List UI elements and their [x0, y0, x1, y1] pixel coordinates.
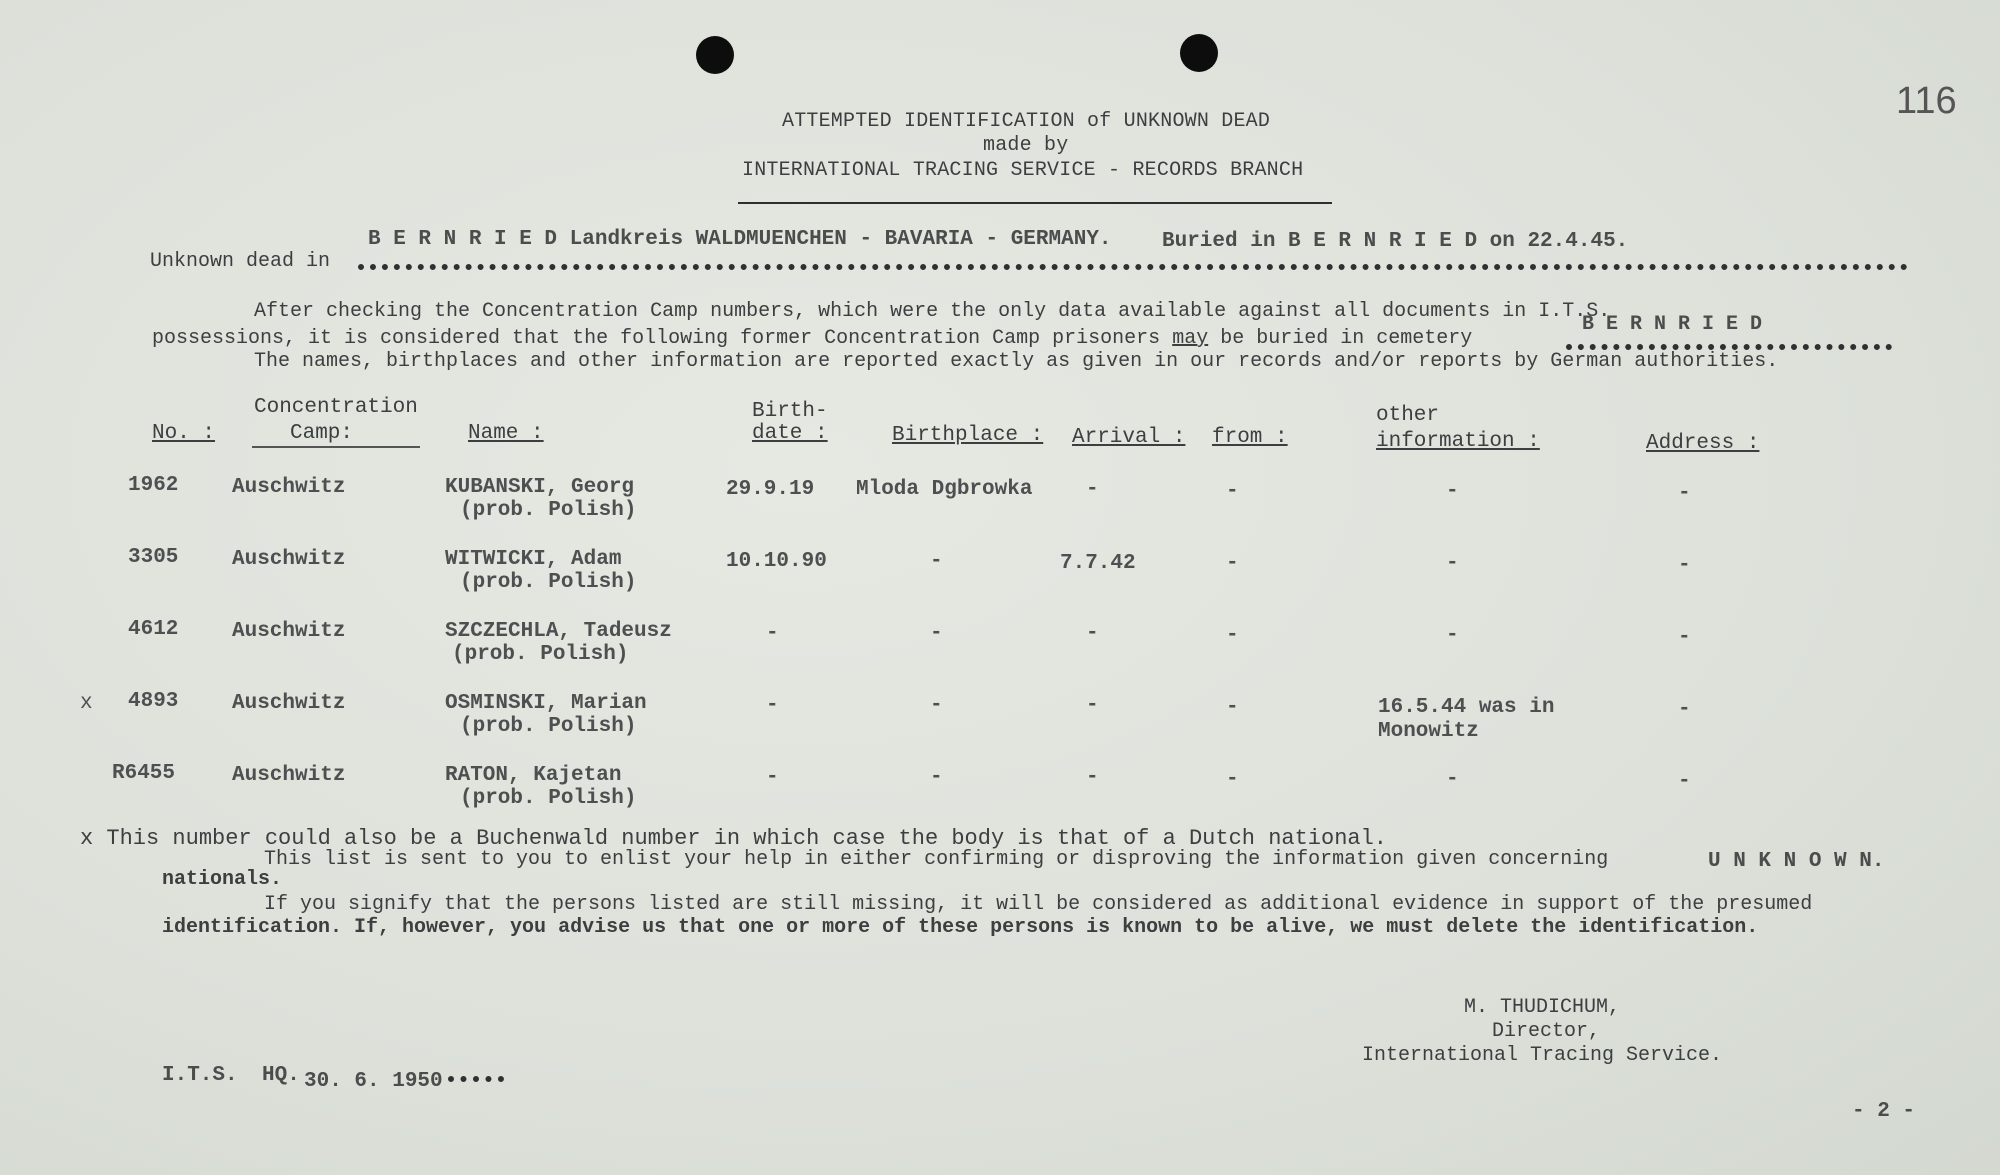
- table-row-4-name: OSMINSKI, Marian: [445, 692, 647, 715]
- intro-line-3: The names, birthplaces and other information are reported exactly as given in our records and/or reports by German authorities.: [254, 350, 1779, 373]
- col-header-name: Name :: [468, 422, 544, 445]
- table-row-1-birthplace: Mloda Dgbrowka: [856, 478, 1033, 501]
- table-row-5-birthplace: -: [930, 766, 943, 789]
- table-row-1-arrival: -: [1086, 478, 1099, 501]
- footer-date-leader: [448, 1076, 504, 1082]
- intro-line-2: [152, 327, 1472, 350]
- intro-line-2-prefix: possessions, it is considered that the following former Concentration Camp prisoners: [152, 327, 1161, 350]
- table-row-5-name: RATON, Kajetan: [445, 764, 622, 787]
- table-row-4-mark: x: [80, 692, 93, 715]
- punch-hole-right: [1180, 34, 1218, 72]
- table-row-3-camp: Auschwitz: [232, 620, 346, 643]
- table-row-1-name: KUBANSKI, Georg: [445, 476, 635, 499]
- header-made-by: made by: [983, 134, 1069, 157]
- unknown-dead-buried: Buried in B E R N R I E D on 22.4.45.: [1162, 230, 1629, 253]
- table-row-5-birthdate: -: [766, 766, 779, 789]
- col-header-camp: Camp:: [290, 422, 354, 445]
- col-header-birthdate: date :: [752, 422, 828, 445]
- table-row-4-no: 4893: [128, 690, 179, 713]
- intro-line-2-suffix: be buried in cemetery: [1220, 327, 1473, 350]
- table-row-5-other: -: [1446, 768, 1459, 791]
- table-row-3-no: 4612: [128, 618, 179, 641]
- header-organization: INTERNATIONAL TRACING SERVICE - RECORDS BRANCH: [742, 159, 1304, 182]
- table-row-4-address: -: [1678, 698, 1691, 721]
- table-row-4-other: 16.5.44 was in: [1378, 696, 1555, 719]
- unknown-dead-leader: [358, 264, 1908, 270]
- signature-organization: International Tracing Service.: [1362, 1044, 1723, 1067]
- closing-unknown: U N K N O W N.: [1708, 850, 1885, 873]
- footer-date: 30. 6. 1950: [304, 1070, 443, 1093]
- table-row-2-arrival: 7.7.42: [1060, 552, 1136, 575]
- table-row-5-no: R6455: [112, 762, 176, 785]
- signature-name: M. THUDICHUM,: [1464, 996, 1621, 1019]
- col-header-no: No. :: [152, 422, 216, 445]
- header-rule: [738, 202, 1332, 204]
- table-row-3-birthdate: -: [766, 622, 779, 645]
- table-row-1-address: -: [1678, 482, 1691, 505]
- table-row-5-nationality: (prob. Polish): [460, 787, 637, 810]
- table-row-2-other: -: [1446, 552, 1459, 575]
- table-row-4-birthdate: -: [766, 694, 779, 717]
- table-row-1-from: -: [1226, 480, 1239, 503]
- closing-p2-line-2: identification. If, however, you advise us that one or more of these persons is known to be alive, we must delete the identification.: [162, 916, 1759, 939]
- table-row-2-birthdate: 10.10.90: [726, 550, 827, 573]
- col-header-arrival: Arrival :: [1072, 426, 1186, 449]
- table-row-4-nationality: (prob. Polish): [460, 715, 637, 738]
- table-row-2-from: -: [1226, 552, 1239, 575]
- table-row-1-camp: Auschwitz: [232, 476, 346, 499]
- punch-hole-left: [696, 36, 734, 74]
- col-header-camp-top: Concentration: [254, 396, 418, 419]
- table-row-5-camp: Auschwitz: [232, 764, 346, 787]
- table-row-3-address: -: [1678, 626, 1691, 649]
- table-row-3-name: SZCZECHLA, Tadeusz: [445, 620, 672, 643]
- intro-line-1: After checking the Concentration Camp numbers, which were the only data available against all documents in I.T.S.: [254, 300, 1611, 323]
- table-row-5-from: -: [1226, 768, 1239, 791]
- table-row-1-other: -: [1446, 480, 1459, 503]
- closing-p2-line-1: If you signify that the persons listed are still missing, it will be considered as additional evidence in support of the presumed: [264, 893, 1813, 916]
- table-row-4-other-line-2: Monowitz: [1378, 720, 1479, 743]
- col-header-birth-top: Birth-: [752, 400, 828, 423]
- col-header-address: Address :: [1646, 432, 1760, 455]
- table-row-4-birthplace: -: [930, 694, 943, 717]
- table-row-1-nationality: (prob. Polish): [460, 499, 637, 522]
- unknown-dead-label: Unknown dead in: [150, 250, 331, 273]
- table-row-4-arrival: -: [1086, 694, 1099, 717]
- col-header-from: from :: [1212, 426, 1288, 449]
- table-row-2-nationality: (prob. Polish): [460, 571, 637, 594]
- cemetery-stamp: B E R N R I E D: [1582, 313, 1763, 336]
- table-row-4-camp: Auschwitz: [232, 692, 346, 715]
- closing-p1-line-2: nationals.: [162, 868, 283, 891]
- col-header-other-top: other: [1376, 404, 1440, 427]
- footer-its: I.T.S.: [162, 1064, 238, 1087]
- table-row-4-from: -: [1226, 696, 1239, 719]
- table-row-2-camp: Auschwitz: [232, 548, 346, 571]
- signature-title: Director,: [1492, 1020, 1601, 1043]
- intro-may-word: may: [1172, 327, 1209, 350]
- table-row-2-birthplace: -: [930, 550, 943, 573]
- footnote: x This number could also be a Buchenwald number in which case the body is that of a Dutch national.: [80, 826, 1388, 851]
- table-row-5-arrival: -: [1086, 766, 1099, 789]
- table-row-3-birthplace: -: [930, 622, 943, 645]
- table-row-1-birthdate: 29.9.19: [726, 478, 815, 501]
- table-row-2-no: 3305: [128, 546, 179, 569]
- table-row-3-nationality: (prob. Polish): [452, 643, 629, 666]
- footer-hq: HQ.: [262, 1064, 300, 1087]
- closing-p1-line-1: This list is sent to you to enlist your help in either confirming or disproving the information given concerning: [264, 848, 1609, 871]
- table-row-3-other: -: [1446, 624, 1459, 647]
- col-header-other: information :: [1376, 430, 1540, 453]
- unknown-dead-place: B E R N R I E D Landkreis WALDMUENCHEN - BAVARIA - GERMANY.: [368, 228, 1112, 251]
- table-row-1-no: 1962: [128, 474, 179, 497]
- col-header-birthplace: Birthplace :: [892, 424, 1044, 447]
- page-number: 116: [1896, 80, 1957, 122]
- table-row-5-address: -: [1678, 770, 1691, 793]
- table-row-3-arrival: -: [1086, 622, 1099, 645]
- table-row-2-name: WITWICKI, Adam: [445, 548, 622, 571]
- table-row-2-address: -: [1678, 554, 1691, 577]
- table-row-3-from: -: [1226, 624, 1239, 647]
- col-header-camp-underline: [252, 446, 420, 448]
- footer-page: - 2 -: [1852, 1100, 1916, 1123]
- header-title: ATTEMPTED IDENTIFICATION of UNKNOWN DEAD: [782, 110, 1271, 133]
